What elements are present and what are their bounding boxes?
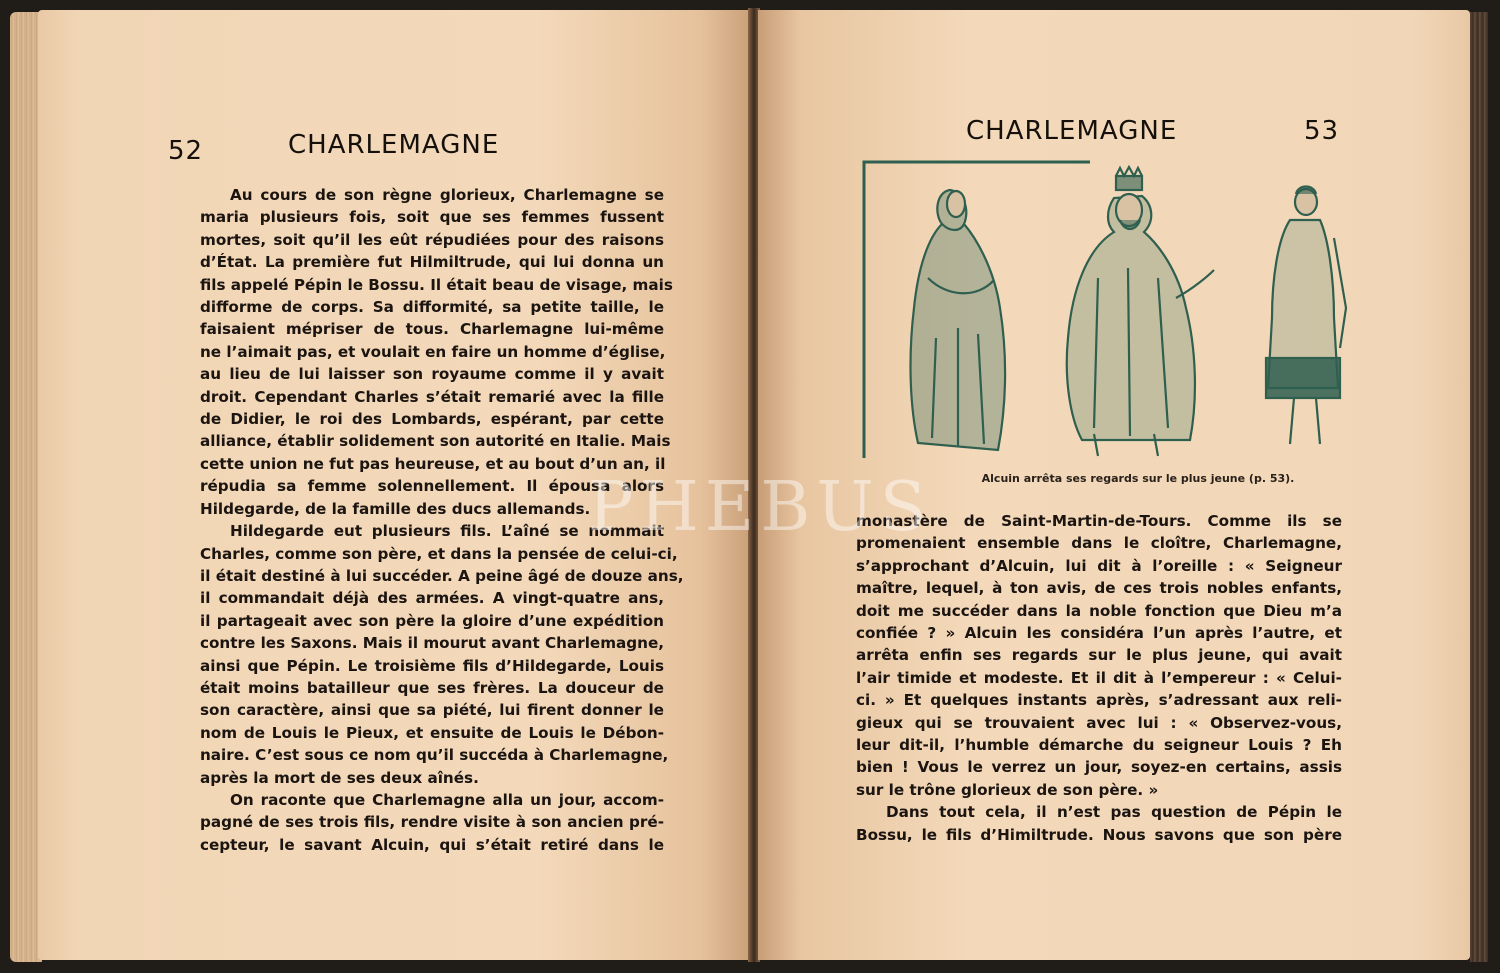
page-number-right: 53 [1304,116,1340,146]
text-line: monastère de Saint-Martin-de-Tours. Comme ils se [856,512,1342,530]
text-line: maître, lequel, à ton avis, de ces trois nobles enfants, [856,579,1342,598]
text-line: répudia sa femme solennellement. Il épousa alors [200,477,664,496]
text-line: maria plusieurs fois, soit que ses femmes fussent [200,208,664,227]
text-line: fils appelé Pépin le Bossu. Il était beau de visage, mais [200,275,673,294]
text-line: nom de Louis le Pieux, et ensuite de Louis le Débon- [200,723,664,742]
text-line: était moins batailleur que ses frères. La douceur de [200,678,664,697]
text-line: faisaient mépriser de tous. Charlemagne lui-même [200,320,664,339]
text-line: Dans tout cela, il n’est pas question de Pépin le [886,803,1342,822]
text-line: promenaient ensemble dans le cloître, Charlemagne, [856,534,1342,553]
text-line: Au cours de son règne glorieux, Charlemagne se [230,186,664,204]
text-line: difforme de corps. Sa difformité, sa petite taille, le [200,298,664,317]
text-line: il partageait avec son père la gloire d’une expédition [200,611,664,630]
right-page-text [856,510,1342,846]
text-line: confiée ? » Alcuin les considéra l’un après l’autre, et [856,624,1342,643]
text-line: il commandait déjà des armées. A vingt-quatre ans, [200,589,664,608]
text-line: après la mort de ses deux aînés. [200,768,479,787]
illustration-alcuin-charlemagne-louis [858,158,1418,470]
text-line: Hildegarde, de la famille des ducs allemands. [200,499,591,518]
text-line: ci. » Et quelques instants après, s’adressant aux reli- [856,691,1342,710]
watermark: PHEBUS [587,468,933,547]
text-line: leur dit-il, l’humble démarche du seigneur Louis ? Eh [856,736,1342,755]
text-line: droit. Cependant Charles s’était remarié avec la fille [200,387,664,406]
text-line: doit me succéder dans la noble fonction que Dieu m’a [856,601,1342,620]
running-head-right: CHARLEMAGNE [966,116,1178,146]
text-line: gieux qui se trouvaient avec lui : « Observez-vous, [856,713,1342,732]
text-line: pagné de ses trois fils, rendre visite à son ancien pré- [200,813,664,832]
text-line: cepteur, le savant Alcuin, qui s’était retiré dans le [200,835,664,854]
text-line: Bossu, le fils d’Himiltrude. Nous savons que son père [856,825,1342,844]
text-line: de Didier, le roi des Lombards, espérant, par cette [200,410,664,429]
text-line: alliance, établir solidement son autorité en Italie. Mais [200,432,671,451]
page-number-left: 52 [168,136,204,166]
text-line: au lieu de lui laisser son royaume comme il y avait [200,365,664,384]
text-line: Hildegarde eut plusieurs fils. L’aîné se nommait [230,522,664,541]
illustration-caption: Alcuin arrêta ses regards sur le plus jeune (p. 53). [981,472,1295,485]
text-line: bien ! Vous le verrez un jour, soyez-en certains, assis [856,758,1342,777]
page-edges-right [1470,12,1488,962]
text-line: On raconte que Charlemagne alla un jour, accom- [230,790,664,809]
text-line: contre les Saxons. Mais il mourut avant Charlemagne, [200,634,665,653]
running-head-left: CHARLEMAGNE [288,130,500,160]
text-line: naire. C’est sous ce nom qu’il succéda à Charlemagne, [200,746,669,765]
text-line: s’approchant d’Alcuin, lui dit à l’oreille : « Seigneur [856,556,1342,575]
text-line: cette union ne fut pas heureuse, et au bout d’un an, il [200,454,666,473]
text-line: arrêta enfin ses regards sur le plus jeune, qui avait [856,646,1342,665]
text-line: Charles, comme son père, et dans la pensée de celui-ci, [200,544,678,563]
text-line: ne l’aimait pas, et voulait en faire un homme d’église, [200,342,666,361]
text-line: son caractère, ainsi que sa piété, lui firent donner le [200,701,664,720]
text-line: l’air timide et modeste. Et il dit à l’empereur : « Celui- [856,668,1342,687]
text-line: il était destiné à lui succéder. A peine âgé de douze ans, [200,566,684,585]
text-line: ainsi que Pépin. Le troisième fils d’Hildegarde, Louis [200,656,664,675]
text-line: d’État. La première fut Hilmiltrude, qui lui donna un [200,253,664,272]
text-line: sur le trône glorieux de son père. » [856,780,1159,799]
text-line: mortes, soit qu’il les eût répudiées pour des raisons [200,230,664,249]
